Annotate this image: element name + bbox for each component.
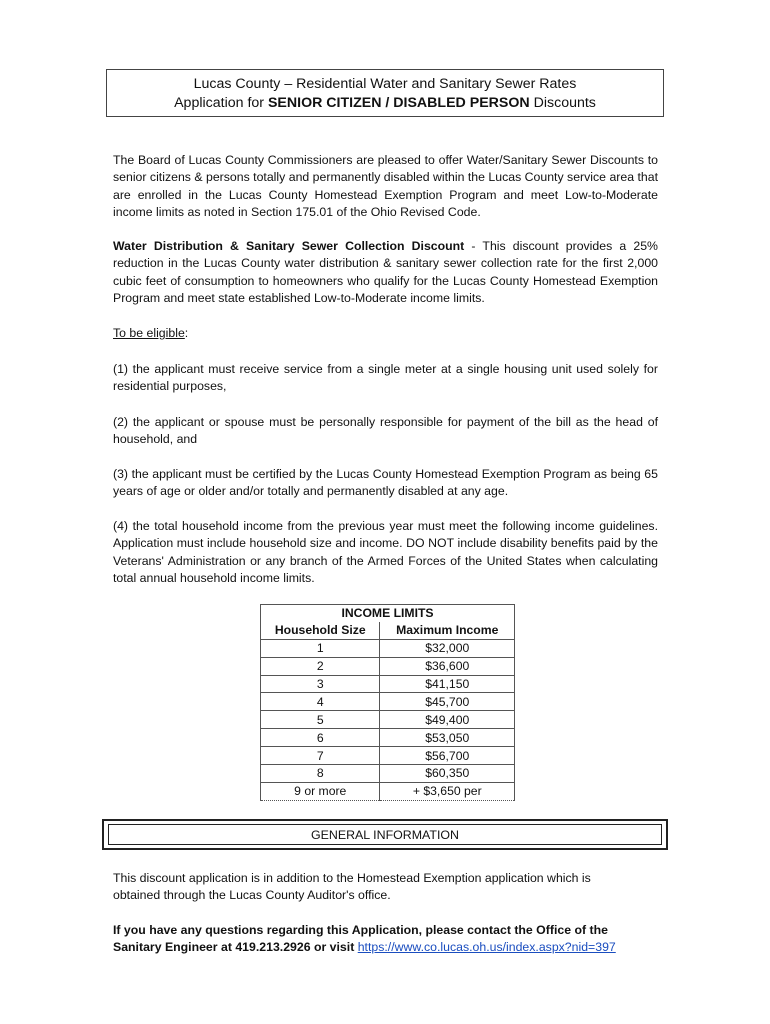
eligible-colon: : [184, 326, 189, 340]
household-size-cell: 9 or more [261, 782, 380, 800]
table-row [261, 729, 515, 747]
title-line-2-bold: SENIOR CITIZEN / DISABLED PERSON [267, 95, 530, 111]
intro-paragraph: The Board of Lucas County Commissioners are pleased to offer Water/Sanitary Sewer Discounts to senior citizens & persons totally and permanently disabled within the Lucas County service area that are enrolled in the Lucas County Homestead Exemption Program and meet Low-to-Moderate income limits as noted in Section 175.01 of the Ohio Revised Code. [113, 153, 658, 220]
maximum-income-cell: $45,700 [380, 693, 515, 711]
household-size-cell: 8 [261, 765, 380, 783]
general-information-text: This discount application is in addition to the Homestead Exemption application which is obtained through the Lucas County Auditor's office. [113, 871, 591, 903]
contact-paragraph [113, 922, 643, 957]
household-size-header: Household Size [261, 622, 380, 639]
maximum-income-cell: $49,400 [380, 711, 515, 729]
title-line-2-suffix: Discounts [529, 95, 596, 111]
maximum-income-cell: $60,350 [380, 765, 515, 783]
discount-heading: Water Distribution & Sanitary Sewer Collection Discount [113, 239, 465, 253]
household-size-cell: 2 [261, 657, 380, 675]
title-line-1: Lucas County – Residential Water and Sanitary Sewer Rates [193, 76, 577, 92]
household-size-cell: 3 [261, 675, 380, 693]
household-size-cell: 7 [261, 747, 380, 765]
condition-2: (2) the applicant or spouse must be personally responsible for payment of the bill as the head of household, and [113, 415, 658, 447]
title-line-2-prefix: Application for [174, 95, 268, 111]
discount-text: - This discount provides a 25% reduction in the Lucas County water distribution & sanitary sewer collection rate for the first 2,000 cubic feet of consumption to homeowners who qualify for the Lucas County Homestead Exemption Program and meet state established Low-to-Moderate income limits. [113, 239, 658, 306]
table-row [261, 747, 515, 765]
income-table-title: INCOME LIMITS [261, 605, 515, 622]
maximum-income-cell: $53,050 [380, 729, 515, 747]
maximum-income-cell: $56,700 [380, 747, 515, 765]
title-line-2 [107, 94, 663, 113]
general-information-banner [102, 819, 668, 850]
household-size-cell: 4 [261, 693, 380, 711]
eligible-label [113, 325, 658, 342]
table-row [261, 657, 515, 675]
condition-1: (1) the applicant must receive service from a single meter at a single housing unit used solely for residential purposes, [113, 362, 658, 394]
table-row [261, 639, 515, 657]
household-size-cell: 1 [261, 639, 380, 657]
household-size-cell: 5 [261, 711, 380, 729]
table-row [261, 711, 515, 729]
table-row [261, 765, 515, 783]
maximum-income-cell: $41,150 [380, 675, 515, 693]
condition-3: (3) the applicant must be certified by the Lucas County Homestead Exemption Program as being 65 years of age or older and/or totally and permanently disabled at any age. [113, 467, 658, 499]
table-row [261, 693, 515, 711]
maximum-income-cell: $36,600 [380, 657, 515, 675]
maximum-income-cell: + $3,650 per [380, 782, 515, 800]
household-size-cell: 6 [261, 729, 380, 747]
table-row [261, 675, 515, 693]
eligible-label-text: To be eligible [113, 326, 185, 340]
maximum-income-cell: $32,000 [380, 639, 515, 657]
document-title-box [106, 69, 664, 117]
website-link[interactable]: https://www.co.lucas.oh.us/index.aspx?nid=397 [357, 940, 616, 955]
general-information-heading: GENERAL INFORMATION [108, 824, 662, 845]
table-row [261, 782, 515, 800]
condition-4: (4) the total household income from the previous year must meet the following income guidelines. Application must include household size and income. DO NOT include disability benefits paid by the Veterans' Administration or any branch of the Armed Forces of the United States when calculating total annual household income limits. [113, 519, 658, 586]
income-limits-table [260, 604, 515, 801]
discount-paragraph [113, 238, 658, 308]
maximum-income-header: Maximum Income [380, 622, 515, 639]
contact-text: If you have any questions regarding this Application, please contact the Office of the Sanitary Engineer at 419.213.2926 or visit [113, 923, 608, 955]
